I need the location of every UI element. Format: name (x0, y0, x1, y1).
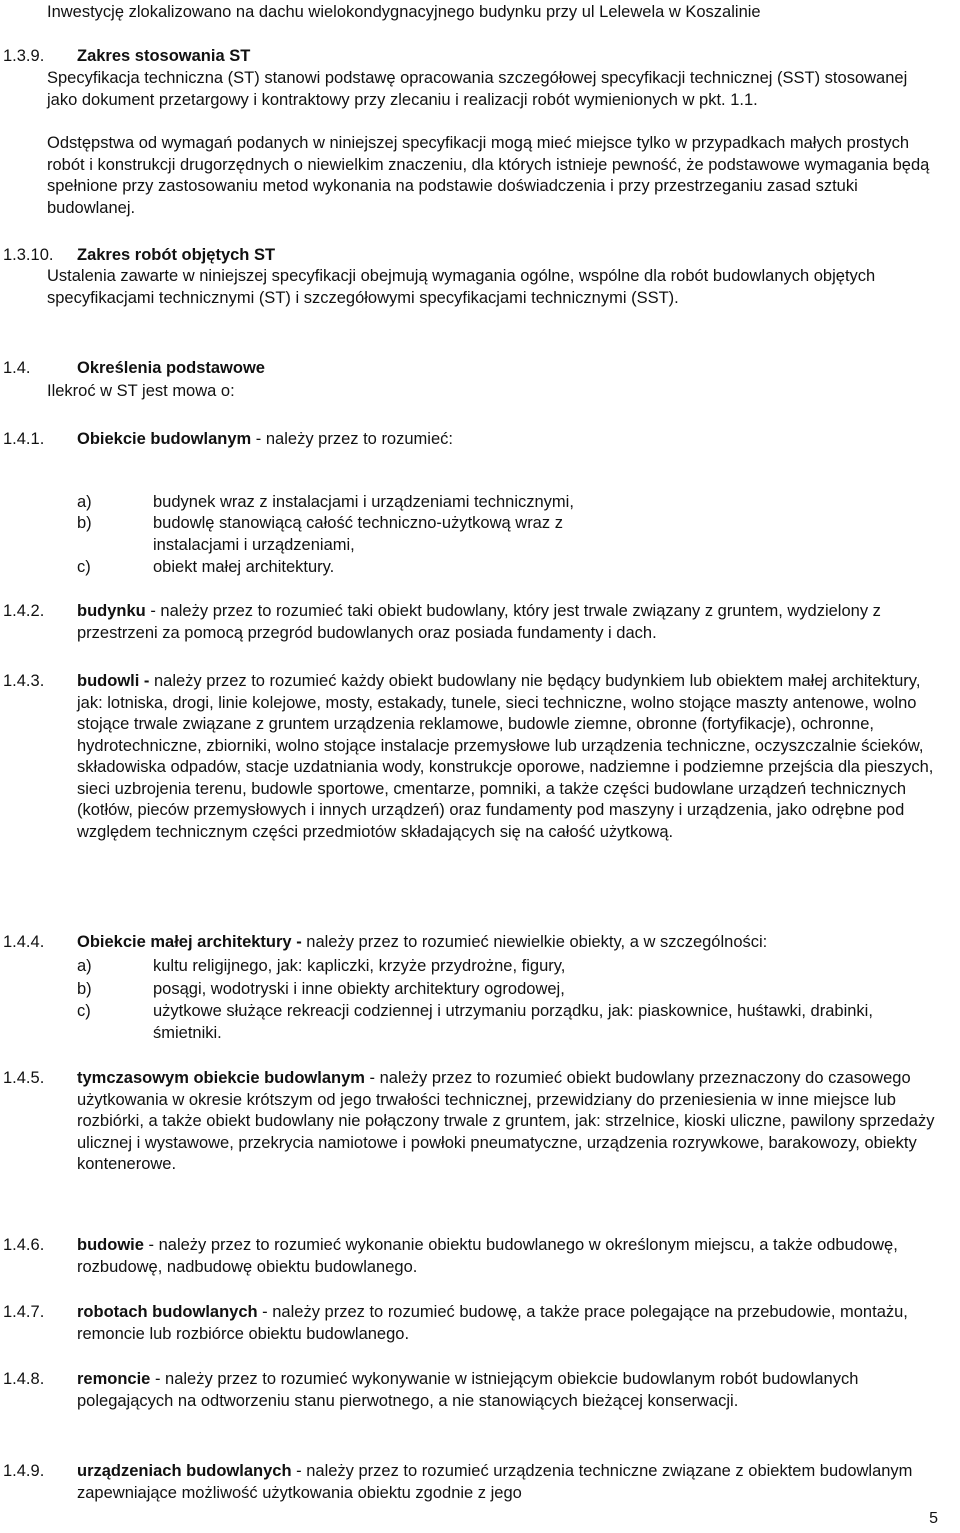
list-label: c) (77, 558, 91, 576)
list-item: użytkowe służące rekreacji codziennej i utrzymaniu porządku, jak: piaskownice, huśtawki, drabinki, śmietniki. (153, 1002, 873, 1042)
definition: remoncie - należy przez to rozumieć wykonywanie w istniejącym obiekcie budowlanym robót budowlanych polegających na odtworzeniu stanu pierwotnego, a nie stanowiących bieżącej konserwacji. (77, 1370, 859, 1410)
section-number: 1.4.8. (3, 1370, 45, 1388)
paragraph: Odstępstwa od wymagań podanych w niniejszej specyfikacji mogą mieć miejsce tylko w przypadkach małych prostych robót i konstrukcji drugorzędnych o niewielkim znaczeniu, dla których istnieje pewność, że podstawowe wymagania będą spełnione przy zastosowaniu metod wykonania na podstawie doświadczenia i przy przestrzeganiu zasad sztuki budowlanej. (47, 134, 930, 217)
section-number: 1.4.6. (3, 1236, 45, 1254)
section-number: 1.3.9. (3, 47, 45, 65)
list-label: a) (77, 493, 92, 511)
definition: budynku - należy przez to rozumieć taki obiekt budowlany, który jest trwale związany z gruntem, wydzielony z przestrzeni za pomocą przegród budowlanych oraz posiada fundamenty i dach. (77, 602, 881, 642)
section-number: 1.4.3. (3, 672, 45, 690)
definition: urządzeniach budowlanych - należy przez to rozumieć urządzenia techniczne związane z obiektem budowlanym zapewniające możliwość użytkowania obiektu zgodnie z jego (77, 1462, 913, 1502)
list-item: obiekt małej architektury. (153, 558, 335, 576)
list-label: b) (77, 980, 92, 998)
section-title: Określenia podstawowe (77, 359, 265, 377)
list-label: b) (77, 514, 92, 532)
header-line: Inwestycję zlokalizowano na dachu wielokondygnacyjnego budynku przy ul Lelewela w Koszalinie (47, 3, 761, 21)
section-title: Zakres stosowania ST (77, 47, 251, 65)
list-item: budynek wraz z instalacjami i urządzeniami technicznymi, (153, 493, 574, 511)
section-number: 1.4.7. (3, 1303, 45, 1321)
list-item: kultu religijnego, jak: kapliczki, krzyże przydrożne, figury, (153, 957, 566, 975)
list-label: a) (77, 957, 92, 975)
definition: budowli - należy przez to rozumieć każdy obiekt budowlany nie będący budynkiem lub obiektem małej architektury, jak: lotniska, drogi, linie kolejowe, mosty, estakady, tunele, sieci techniczne, wolno stojące maszty antenowe, wolno stojące trwale związane z gruntem urządzenia reklamowe, budowle ziemne, obronne (fortyfikacje), ochronne, hydrotechniczne, zbiorniki, wolno stojące instalacje przemysłowe lub urządzenia techniczne, oczyszczalnie ścieków, składowiska odpadów, stacje uzdatniania wody, konstrukcje oporowe, nadziemne i podziemne przejścia dla pieszych, sieci uzbrojenia terenu, budowle sportowe, cmentarze, pomniki, a także części budowlane urządzeń technicznych (kotłów, pieców przemysłowych i innych urządzeń) oraz fundamenty pod maszyny i urządzenia, jako odrębne pod względem technicznym części przedmiotów składających się na całość użytkową. (77, 672, 934, 841)
section-number: 1.4.4. (3, 933, 45, 951)
paragraph: Specyfikacja techniczna (ST) stanowi podstawę opracowania szczegółowej specyfikacji technicznej (SST) stosowanej jako dokument przetargowy i kontraktowy przy zlecaniu i realizacji robót wymienionych w pkt. 1.1. (47, 69, 908, 109)
paragraph: Ilekroć w ST jest mowa o: (47, 382, 235, 400)
definition: Obiekcie budowlanym - należy przez to rozumieć: (77, 430, 453, 448)
definition: Obiekcie małej architektury - należy przez to rozumieć niewielkie obiekty, a w szczególności: (77, 933, 768, 951)
section-number: 1.4. (3, 359, 31, 377)
list-item: budowlę stanowiącą całość techniczno-użytkową wraz z instalacjami i urządzeniami, (153, 514, 563, 554)
definition: budowie - należy przez to rozumieć wykonanie obiektu budowlanego w określonym miejscu, a także odbudowę, rozbudowę, nadbudowę obiektu budowlanego. (77, 1236, 898, 1276)
section-number: 1.4.5. (3, 1069, 45, 1087)
section-number: 1.4.1. (3, 430, 45, 448)
page-number: 5 (929, 1509, 938, 1527)
definition: robotach budowlanych - należy przez to rozumieć budowę, a także prace polegające na przebudowie, montażu, remoncie lub rozbiórce obiektu budowlanego. (77, 1303, 908, 1343)
list-item: posągi, wodotryski i inne obiekty architektury ogrodowej, (153, 980, 565, 998)
section-number: 1.3.10. (3, 246, 54, 264)
list-label: c) (77, 1002, 91, 1020)
section-number: 1.4.2. (3, 602, 45, 620)
section-number: 1.4.9. (3, 1462, 45, 1480)
definition: tymczasowym obiekcie budowlanym - należy przez to rozumieć obiekt budowlany przeznaczony do czasowego użytkowania w okresie krótszym od jego trwałości technicznej, przewidziany do przeniesienia w inne miejsce lub rozbiórki, a także obiekt budowlany nie połączony trwale z gruntem, jak: strzelnice, kioski uliczne, pawilony sprzedaży ulicznej i wystawowe, przekrycia namiotowe i powłoki pneumatyczne, urządzenia rozrywkowe, barakowozy, obiekty kontenerowe. (77, 1069, 935, 1173)
paragraph: Ustalenia zawarte w niniejszej specyfikacji obejmują wymagania ogólne, wspólne dla robót budowlanych objętych specyfikacjami technicznymi (ST) i szczegółowymi specyfikacjami technicznymi (SST). (47, 267, 876, 307)
section-title: Zakres robót objętych ST (77, 246, 276, 264)
